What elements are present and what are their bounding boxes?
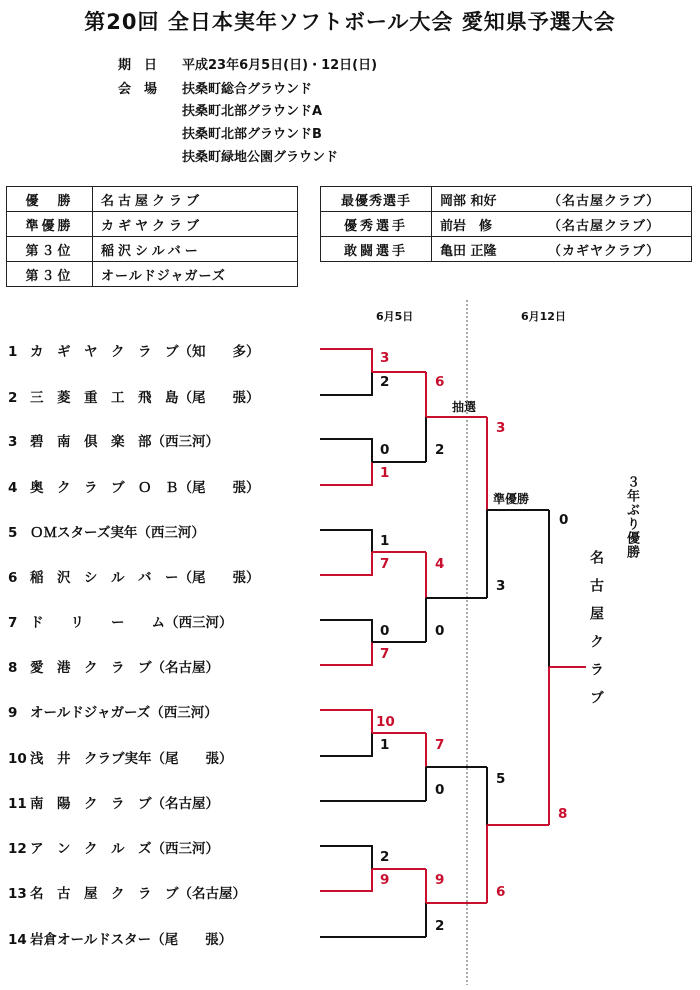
team-name: ド リ ー ム（西三河） — [30, 615, 233, 631]
team-name: 名 古 屋 ク ラ ブ（名古屋） — [30, 886, 246, 902]
team-name: 奥 ク ラ ブ Ｏ Ｂ（尾 張） — [30, 480, 260, 496]
team-number: 8 — [8, 660, 18, 676]
date-value: 平成23年6月5日(日)・12日(日) — [182, 58, 378, 73]
team-name: 稲 沢 シ ル バ ー（尾 張） — [30, 570, 260, 586]
team-entry — [8, 928, 232, 948]
team-entry — [8, 340, 260, 360]
score: 8 — [558, 806, 568, 822]
team-name: オールドジャガーズ（西三河） — [30, 705, 218, 721]
runner-up-label: 準優勝 — [493, 492, 530, 506]
score: 10 — [376, 714, 395, 730]
team-number: 4 — [8, 480, 18, 496]
award-name: 亀田 正隆 — [440, 243, 497, 259]
score: 0 — [559, 512, 569, 528]
team-name: 愛 港 ク ラ ブ（名古屋） — [30, 660, 219, 676]
score: 1 — [380, 533, 390, 549]
award-label: 敢闘選手 — [321, 237, 432, 261]
award-team: （カギヤクラブ） — [548, 243, 661, 259]
rank-team: カギヤクラブ — [101, 218, 204, 234]
team-name: 碧 南 倶 楽 部（西三河） — [30, 434, 219, 450]
team-entry — [8, 882, 246, 902]
score: 1 — [380, 465, 390, 481]
award-team: （名古屋クラブ） — [548, 218, 661, 234]
score: 6 — [435, 374, 445, 390]
score: 0 — [435, 782, 445, 798]
team-number: 5 — [8, 525, 18, 541]
rank-team: 稲沢シルバー — [101, 243, 202, 259]
score: 7 — [380, 556, 390, 572]
venue-label: 会 場 — [118, 82, 158, 97]
team-entry — [8, 656, 219, 676]
score: 3 — [496, 578, 506, 594]
team-number: 12 — [8, 841, 27, 857]
venue-2: 扶桑町北部グラウンドA — [182, 104, 323, 119]
score: 2 — [435, 442, 445, 458]
score: 9 — [435, 872, 445, 888]
venue-1: 扶桑町総合グラウンド — [182, 82, 313, 97]
score: 9 — [380, 872, 390, 888]
team-number: 2 — [8, 390, 18, 406]
rank-team: オールドジャガーズ — [101, 268, 226, 284]
score: 2 — [435, 918, 445, 934]
score: 0 — [435, 623, 445, 639]
rank-label: 優 勝 — [7, 187, 93, 211]
team-entry — [8, 386, 260, 406]
team-name: 浅 井 クラブ実年（尾 張） — [30, 751, 233, 767]
team-name: ア ン ク ル ズ（西三河） — [30, 841, 219, 857]
team-entry — [8, 701, 218, 721]
award-name: 前岩 修 — [440, 218, 493, 234]
date-round1: 6月5日 — [376, 310, 414, 323]
team-entry — [8, 837, 219, 857]
award-label: 優秀選手 — [321, 212, 432, 236]
rank-label: 第３位 — [7, 237, 93, 261]
score: 3 — [380, 350, 390, 366]
team-name: 南 陽 ク ラ ブ（名古屋） — [30, 796, 219, 812]
team-entry — [8, 611, 233, 631]
rank-label: 準優勝 — [7, 212, 93, 236]
team-number: 11 — [8, 796, 27, 812]
lottery-label: 抽選 — [452, 400, 477, 414]
team-number: 9 — [8, 705, 18, 721]
team-name: カ ギ ヤ ク ラ ブ（知 多） — [30, 344, 260, 360]
score: 1 — [380, 737, 390, 753]
venue-4: 扶桑町緑地公園グラウンド — [182, 150, 339, 165]
score: 6 — [496, 884, 506, 900]
score: 3 — [496, 420, 506, 436]
score: 5 — [496, 771, 506, 787]
team-entry — [8, 566, 260, 586]
venue-3: 扶桑町北部グラウンドB — [182, 127, 322, 142]
team-entry — [8, 476, 260, 496]
champion-note: ３年ぶり優勝 — [624, 475, 639, 559]
team-entry — [8, 747, 233, 767]
team-name: 三 菱 重 工 飛 島（尾 張） — [30, 390, 260, 406]
champion-name: 名古屋クラブ — [588, 550, 604, 718]
team-name: 岩倉オールドスター（尾 張） — [30, 932, 233, 948]
team-entry — [8, 792, 219, 812]
score: 7 — [435, 737, 445, 753]
team-entry — [8, 430, 219, 450]
team-number: 14 — [8, 932, 27, 948]
team-number: 13 — [8, 886, 27, 902]
score: 0 — [380, 623, 390, 639]
score: 2 — [380, 849, 390, 865]
score: 0 — [380, 442, 390, 458]
award-name: 岡部 和好 — [440, 193, 497, 209]
score: 7 — [380, 646, 390, 662]
page-title: 第20回 全日本実年ソフトボール大会 愛知県予選大会 — [84, 10, 616, 34]
award-label: 最優秀選手 — [321, 187, 432, 211]
team-entry — [8, 521, 205, 541]
rank-team: 名古屋クラブ — [101, 193, 204, 209]
date-label: 期 日 — [118, 58, 158, 73]
score: 4 — [435, 556, 445, 572]
team-number: 10 — [8, 751, 27, 767]
team-number: 1 — [8, 344, 18, 360]
team-number: 3 — [8, 434, 18, 450]
score: 2 — [380, 374, 390, 390]
rank-label: 第３位 — [7, 262, 93, 286]
date-round2: 6月12日 — [521, 310, 566, 323]
award-team: （名古屋クラブ） — [548, 193, 661, 209]
team-number: 7 — [8, 615, 18, 631]
team-number: 6 — [8, 570, 18, 586]
team-name: ＯＭスターズ実年（西三河） — [30, 525, 205, 541]
